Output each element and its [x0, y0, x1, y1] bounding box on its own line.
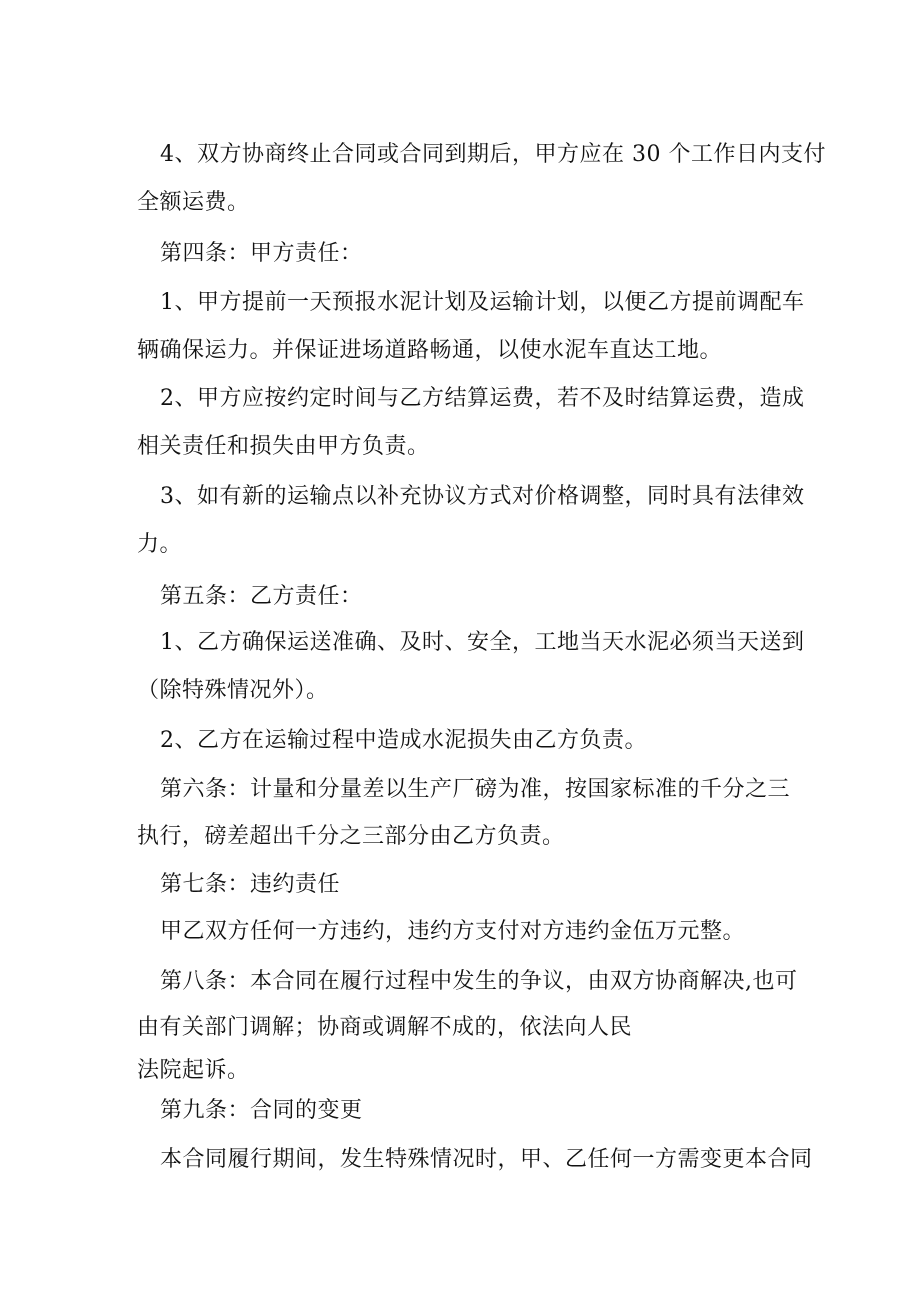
- section-heading: 第八条：本合同在履行过程中发生的争议，由双方协商解决,也可: [160, 969, 798, 994]
- section-heading: 第九条：合同的变更: [160, 1098, 363, 1123]
- paragraph-line: 4、双方协商终止合同或合同到期后，甲方应在 30 个工作日内支付: [160, 142, 826, 167]
- paragraph-line: 法院起诉。: [137, 1058, 250, 1083]
- paragraph-line: 全额运费。: [137, 190, 250, 215]
- paragraph-line: 3、如有新的运输点以补充协议方式对价格调整，同时具有法律效: [160, 484, 805, 509]
- paragraph-line: 执行，磅差超出千分之三部分由乙方负责。: [137, 824, 565, 849]
- paragraph-line: 本合同履行期间，发生特殊情况时，甲、乙任何一方需变更本合同: [160, 1147, 813, 1172]
- paragraph-line: 2、甲方应按约定时间与乙方结算运费，若不及时结算运费，造成: [160, 386, 805, 411]
- paragraph-line: 2、乙方在运输过程中造成水泥损失由乙方负责。: [160, 728, 647, 753]
- paragraph-line: 由有关部门调解；协商或调解不成的，依法向人民: [137, 1015, 633, 1040]
- section-heading: 第七条：违约责任: [160, 872, 341, 897]
- section-heading: 第四条：甲方责任：: [160, 241, 363, 266]
- paragraph-line: 辆确保运力。并保证进场道路畅通，以使水泥车直达工地。: [137, 338, 723, 363]
- paragraph-line: 甲乙双方任何一方违约，违约方支付对方违约金伍万元整。: [160, 919, 746, 944]
- paragraph-line: 1、乙方确保运送准确、及时、安全，工地当天水泥必须当天送到: [160, 630, 805, 655]
- section-heading: 第五条：乙方责任：: [160, 584, 363, 609]
- paragraph-line: 相关责任和损失由甲方负责。: [137, 434, 430, 459]
- paragraph-line: （除特殊情况外）。: [137, 678, 329, 703]
- paragraph-line: 力。: [137, 532, 183, 557]
- section-heading: 第六条：计量和分量差以生产厂磅为准，按国家标准的千分之三: [160, 777, 791, 802]
- paragraph-line: 1、甲方提前一天预报水泥计划及运输计划，以便乙方提前调配车: [160, 290, 805, 315]
